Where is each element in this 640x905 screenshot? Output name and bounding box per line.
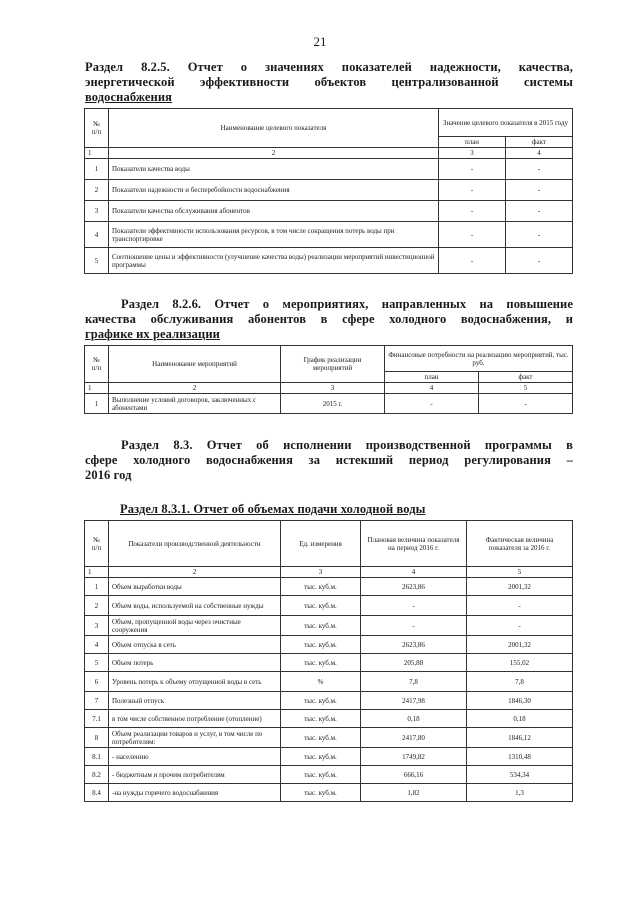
table-row (85, 201, 573, 222)
cell-fact: 534,34 (467, 766, 573, 784)
table-826 (84, 345, 573, 414)
heading-line: энергетической эффективности объектов централизованной системы (85, 75, 573, 89)
cell-unit: тыс. куб.м. (281, 728, 361, 748)
cell-name: Объем воды, используемой на собственные нужды (109, 596, 281, 616)
col-number: 1 (85, 567, 109, 578)
cell-name: Выполнение условий договоров, заключенных с абонентами (109, 394, 281, 414)
cell-plan: 2623,86 (361, 578, 467, 596)
cell-fact: - (506, 222, 573, 248)
cell-num: 8.1 (85, 748, 109, 766)
cell-num: 2 (85, 596, 109, 616)
cell-name: Показатели надежности и бесперебойности водоснабжения (109, 180, 439, 201)
col-number: 4 (385, 383, 479, 394)
cell-unit: тыс. куб.м. (281, 596, 361, 616)
header-name: Наименование целевого показателя (109, 109, 439, 148)
cell-name: Полезный отпуск (109, 692, 281, 710)
table-row (85, 654, 573, 672)
heading-line: Раздел 8.3. Отчет об исполнении производственной программы в (121, 438, 573, 452)
cell-num: 5 (85, 654, 109, 672)
cell-num: 5 (85, 248, 109, 274)
table-row (85, 710, 573, 728)
table-row (85, 578, 573, 596)
heading-line: сфере холодного водоснабжения за истекший период регулирования – (85, 453, 573, 467)
heading-line: Раздел 8.2.6. Отчет о мероприятиях, направленных на повышение (121, 297, 573, 311)
cell-name: Соотношение цены и эффективности (улучшение качества воды) реализации мероприятий инвестиционной программы (109, 248, 439, 274)
cell-plan: - (439, 248, 506, 274)
cell-plan: 2417,80 (361, 728, 467, 748)
section-831-heading (120, 502, 570, 517)
table-row (85, 596, 573, 616)
cell-num: 1 (85, 394, 109, 414)
heading-line: водоснабжения (85, 90, 172, 104)
cell-unit: % (281, 672, 361, 692)
cell-plan: - (361, 616, 467, 636)
cell-fact: - (506, 159, 573, 180)
cell-num: 1 (85, 159, 109, 180)
cell-name: - бюджетным и прочим потребителям (109, 766, 281, 784)
header-fact: факт (479, 372, 573, 383)
cell-unit: тыс. куб.м. (281, 710, 361, 728)
col-number: 2 (109, 567, 281, 578)
header-plan: Плановая величина показателя на период 2016 г. (361, 521, 467, 567)
table-row (85, 784, 573, 802)
cell-plan: 1749,82 (361, 748, 467, 766)
cell-plan: - (361, 596, 467, 616)
cell-fact: - (506, 201, 573, 222)
cell-num: 3 (85, 616, 109, 636)
table-row (85, 180, 573, 201)
cell-plan: 7,8 (361, 672, 467, 692)
cell-fact: 1846,30 (467, 692, 573, 710)
cell-name: в том числе собственное потребление (отопление) (109, 710, 281, 728)
table-row (85, 394, 573, 414)
col-number: 1 (85, 383, 109, 394)
cell-name: Показатели эффективности использования ресурсов, в том числе сокращения потерь воды при транспортировке (109, 222, 439, 248)
cell-num: 4 (85, 636, 109, 654)
cell-fact: 155,02 (467, 654, 573, 672)
header-fact: Фактическая величина показателя за 2016 г. (467, 521, 573, 567)
cell-unit: тыс. куб.м. (281, 616, 361, 636)
header-plan: план (439, 137, 506, 148)
cell-name: Объем отпуска в сеть (109, 636, 281, 654)
cell-fact: 7,8 (467, 672, 573, 692)
col-number: 5 (467, 567, 573, 578)
table-825 (84, 108, 573, 274)
cell-plan: - (439, 159, 506, 180)
heading-line: качества обслуживания абонентов в сфере холодного водоснабжения, и (85, 312, 573, 326)
col-number: 4 (361, 567, 467, 578)
heading-line: 2016 год (85, 468, 132, 482)
header-num: № п/п (85, 346, 109, 383)
cell-fact: 2001,32 (467, 636, 573, 654)
cell-fact: - (467, 596, 573, 616)
column-number-row (85, 383, 573, 394)
cell-num: 6 (85, 672, 109, 692)
table-831 (84, 520, 573, 802)
table-row (85, 766, 573, 784)
section-825-heading (85, 60, 573, 105)
cell-fact: 2001,32 (467, 578, 573, 596)
col-number: 5 (479, 383, 573, 394)
col-number: 1 (85, 148, 109, 159)
cell-name: Объем выработки воды (109, 578, 281, 596)
cell-num: 7.1 (85, 710, 109, 728)
cell-unit: тыс. куб.м. (281, 766, 361, 784)
table-row (85, 222, 573, 248)
cell-unit: тыс. куб.м. (281, 784, 361, 802)
cell-unit: тыс. куб.м. (281, 636, 361, 654)
page-number: 21 (313, 34, 327, 49)
cell-plan: 0,18 (361, 710, 467, 728)
cell-num: 4 (85, 222, 109, 248)
cell-fact: - (506, 180, 573, 201)
col-number: 3 (281, 383, 385, 394)
header-value: Значение целевого показателя в 2015 году (439, 109, 573, 137)
cell-plan: 666,16 (361, 766, 467, 784)
table-row (85, 159, 573, 180)
section-826-heading (85, 297, 573, 342)
col-number: 3 (281, 567, 361, 578)
cell-name: Показатели качества воды (109, 159, 439, 180)
section-83-heading (85, 438, 573, 483)
cell-name: Объем, пропущенной воды через очистные сооружения (109, 616, 281, 636)
heading-line: Раздел 8.2.5. Отчет о значениях показателей надежности, качества, (85, 60, 573, 74)
cell-plan: - (439, 180, 506, 201)
cell-plan: 2417,98 (361, 692, 467, 710)
column-number-row (85, 148, 573, 159)
cell-num: 8.4 (85, 784, 109, 802)
cell-plan: 2623,86 (361, 636, 467, 654)
cell-num: 8 (85, 728, 109, 748)
column-number-row (85, 567, 573, 578)
cell-fact: 1310,48 (467, 748, 573, 766)
cell-plan: 205,88 (361, 654, 467, 672)
header-num: № п/п (85, 109, 109, 148)
cell-unit: тыс. куб.м. (281, 654, 361, 672)
cell-fact: 1846,12 (467, 728, 573, 748)
cell-name: Объем реализации товаров и услуг, в том числе по потребителям: (109, 728, 281, 748)
table-row (85, 636, 573, 654)
table-row (85, 728, 573, 748)
header-fact: факт (506, 137, 573, 148)
cell-plan: 1,82 (361, 784, 467, 802)
cell-fact: - (467, 616, 573, 636)
table-row (85, 692, 573, 710)
col-number: 2 (109, 383, 281, 394)
cell-name: Уровень потерь к объему отпущенной воды в сеть (109, 672, 281, 692)
cell-num: 8.2 (85, 766, 109, 784)
header-unit: Ед. измерения (281, 521, 361, 567)
header-plan: план (385, 372, 479, 383)
cell-name: Показатели качества обслуживания абонентов (109, 201, 439, 222)
cell-unit: тыс. куб.м. (281, 578, 361, 596)
cell-fact: - (506, 248, 573, 274)
cell-num: 7 (85, 692, 109, 710)
col-number: 4 (506, 148, 573, 159)
cell-fact: 1,3 (467, 784, 573, 802)
heading-line: графике их реализации (85, 327, 220, 341)
cell-plan: - (439, 222, 506, 248)
cell-unit: тыс. куб.м. (281, 748, 361, 766)
header-name: Показатели производственной деятельности (109, 521, 281, 567)
header-schedule: График реализации мероприятий (281, 346, 385, 383)
table-row (85, 672, 573, 692)
col-number: 2 (109, 148, 439, 159)
cell-plan: - (439, 201, 506, 222)
cell-num: 2 (85, 180, 109, 201)
cell-fact: - (479, 394, 573, 414)
cell-num: 3 (85, 201, 109, 222)
table-row (85, 748, 573, 766)
cell-schedule: 2015 г. (281, 394, 385, 414)
cell-name: Объем потерь (109, 654, 281, 672)
cell-name: - населению (109, 748, 281, 766)
col-number: 3 (439, 148, 506, 159)
header-finance: Финансовые потребности на реализацию мероприятий, тыс. руб. (385, 346, 573, 372)
table-row (85, 616, 573, 636)
cell-fact: 0,18 (467, 710, 573, 728)
table-row (85, 248, 573, 274)
header-num: № п/п (85, 521, 109, 567)
cell-plan: - (385, 394, 479, 414)
header-name: Наименование мероприятий (109, 346, 281, 383)
cell-num: 1 (85, 578, 109, 596)
cell-name: -на нужды горячего водоснабжения (109, 784, 281, 802)
cell-unit: тыс. куб.м. (281, 692, 361, 710)
heading-line: Раздел 8.3.1. Отчет об объемах подачи холодной воды (120, 502, 426, 516)
